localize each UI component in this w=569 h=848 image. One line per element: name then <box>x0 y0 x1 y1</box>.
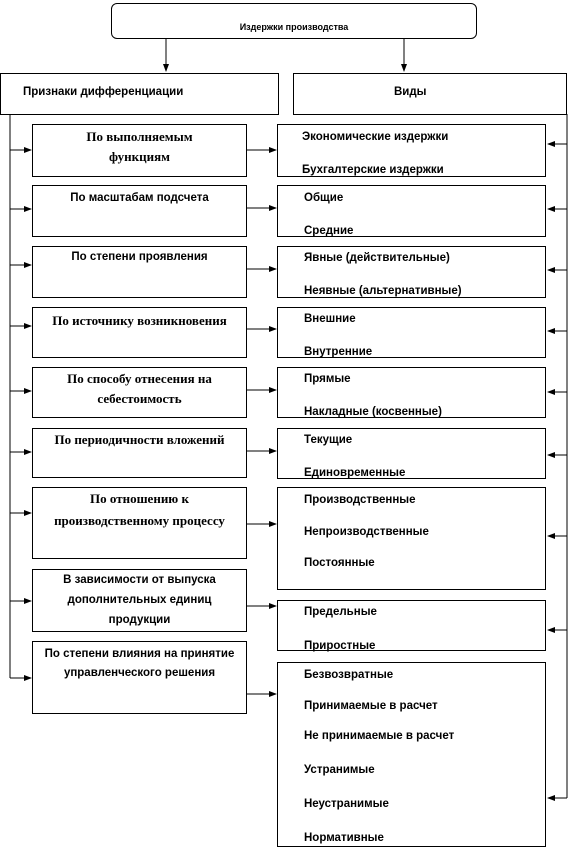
criterion-box-source <box>32 307 247 358</box>
type-item: Текущие <box>304 434 353 446</box>
type-item: Предельные <box>304 606 377 618</box>
type-item: Прямые <box>304 373 351 385</box>
criterion-box-output <box>32 569 247 632</box>
criterion-text: По источнику возникновения <box>52 313 227 328</box>
criterion-text: По отношению к <box>90 491 189 506</box>
type-item: Накладные (косвенные) <box>304 406 442 418</box>
types-box-functions <box>277 124 546 177</box>
type-item: Приростные <box>304 640 376 652</box>
left-header-box <box>0 73 279 115</box>
right-header-box <box>293 73 567 115</box>
types-box-source <box>277 307 546 358</box>
type-item: Общие <box>304 192 344 204</box>
criterion-text: управленческого решения <box>63 667 216 679</box>
types-box-decision <box>277 662 546 847</box>
type-item: Не принимаемые в расчет <box>304 730 455 742</box>
criterion-box-scale <box>32 185 247 237</box>
criterion-text: По периодичности вложений <box>54 432 225 447</box>
left-header-text: Признаки дифференциации <box>23 86 184 98</box>
type-item: Экономические издержки <box>302 131 449 143</box>
criterion-text: По масштабам подсчета <box>70 192 209 204</box>
criterion-text: По степени проявления <box>71 251 208 263</box>
type-item: Производственные <box>304 494 416 506</box>
type-item: Непроизводственные <box>304 526 429 538</box>
type-item: Средние <box>304 225 354 237</box>
criterion-text: В зависимости от выпуска <box>63 574 216 586</box>
types-box-production-process <box>277 487 546 590</box>
criterion-box-cost-allocation <box>32 367 247 418</box>
type-item: Постоянные <box>304 557 375 569</box>
criterion-text: По способу отнесения на <box>67 371 212 386</box>
criterion-text: По степени влияния на принятие <box>44 648 235 660</box>
types-box-output <box>277 600 546 651</box>
criterion-text: себестоимость <box>97 391 182 406</box>
right-header-text: Виды <box>394 86 427 98</box>
criterion-box-periodicity <box>32 428 247 478</box>
criterion-text: функциям <box>108 149 171 164</box>
title-box <box>111 3 477 39</box>
criterion-text: дополнительных единиц <box>67 594 212 606</box>
type-item: Бухгалтерские издержки <box>302 164 444 176</box>
types-box-periodicity <box>277 428 546 479</box>
criterion-text: По выполняемым <box>86 129 193 144</box>
types-box-manifestation <box>277 246 546 298</box>
types-box-cost-allocation <box>277 367 546 418</box>
type-item: Нормативные <box>304 832 384 844</box>
type-item: Неявные (альтернативные) <box>304 285 462 297</box>
type-item: Устранимые <box>304 764 375 776</box>
type-item: Безвозвратные <box>304 669 394 681</box>
criterion-text: производственному процессу <box>54 513 225 528</box>
type-item: Принимаемые в расчет <box>304 700 438 712</box>
criterion-text: продукции <box>108 614 171 626</box>
types-box-scale <box>277 185 546 237</box>
type-item: Внутренние <box>304 346 373 358</box>
type-item: Единовременные <box>304 467 406 479</box>
type-item: Неустранимые <box>304 798 389 810</box>
criterion-box-manifestation <box>32 246 247 298</box>
criterion-box-decision <box>32 641 247 714</box>
type-item: Внешние <box>304 313 356 325</box>
criterion-box-production-process <box>32 487 247 559</box>
title-text: Издержки производства <box>239 22 349 32</box>
type-item: Явные (действительные) <box>304 252 450 264</box>
criterion-box-functions <box>32 124 247 177</box>
